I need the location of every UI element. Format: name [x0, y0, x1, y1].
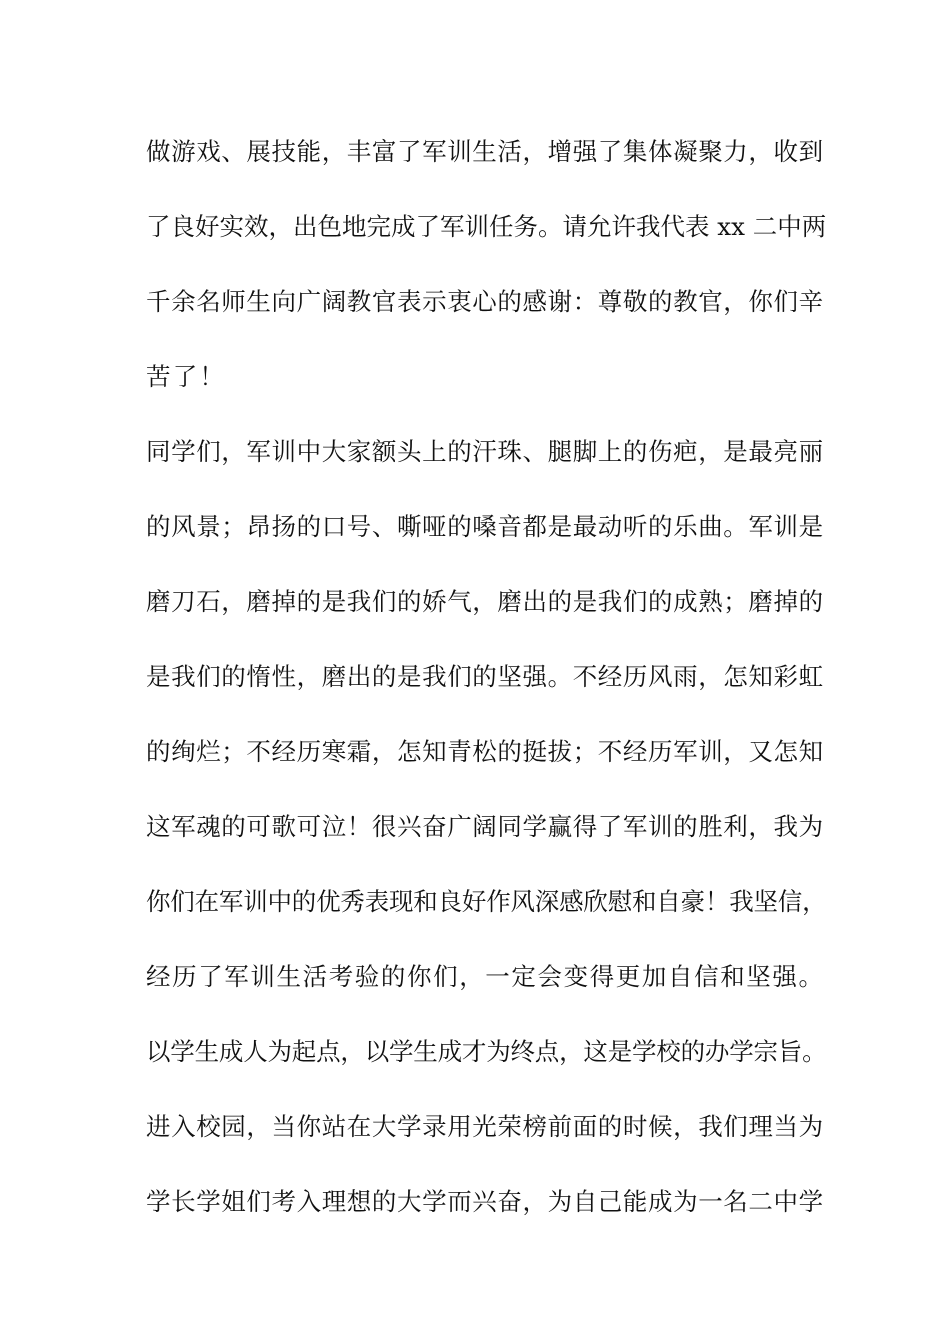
text-line-1: 做游戏、展技能，丰富了军训生活，增强了集体凝聚力，收到	[146, 137, 824, 166]
text-line-8: 是我们的惰性，磨出的是我们的坚强。不经历风雨，怎知彩虹	[146, 662, 824, 691]
text-line-10: 这军魂的可歌可泣！很兴奋广阔同学赢得了军训的胜利，我为	[146, 812, 824, 841]
text-line-14: 进入校园，当你站在大学录用光荣榜前面的时候，我们理当为	[146, 1112, 824, 1141]
text-line-9: 的绚烂；不经历寒霜，怎知青松的挺拔；不经历军训，又怎知	[146, 737, 824, 766]
text-line-5: 同学们，军训中大家额头上的汗珠、腿脚上的伤疤，是最亮丽	[146, 437, 824, 466]
text-line-7: 磨刀石，磨掉的是我们的娇气，磨出的是我们的成熟；磨掉的	[146, 587, 824, 616]
text-line-15: 学长学姐们考入理想的大学而兴奋，为自己能成为一名二中学	[146, 1187, 824, 1216]
text-line-11: 你们在军训中的优秀表现和良好作风深感欣慰和自豪！我坚信，	[146, 887, 827, 916]
text-line-13: 以学生成人为起点，以学生成才为终点，这是学校的办学宗旨。	[146, 1037, 827, 1066]
text-line-12: 经历了军训生活考验的你们，一定会变得更加自信和坚强。	[146, 962, 825, 991]
text-line-6: 的风景；昂扬的口号、嘶哑的嗓音都是最动听的乐曲。军训是	[146, 512, 824, 541]
text-line-4: 苦了！	[146, 362, 227, 391]
text-line-3: 千余名师生向广阔教官表示衷心的感谢：尊敬的教官，你们辛	[146, 287, 824, 316]
text-line-2: 了良好实效，出色地完成了军训任务。请允许我代表 xx 二中两	[146, 212, 827, 241]
